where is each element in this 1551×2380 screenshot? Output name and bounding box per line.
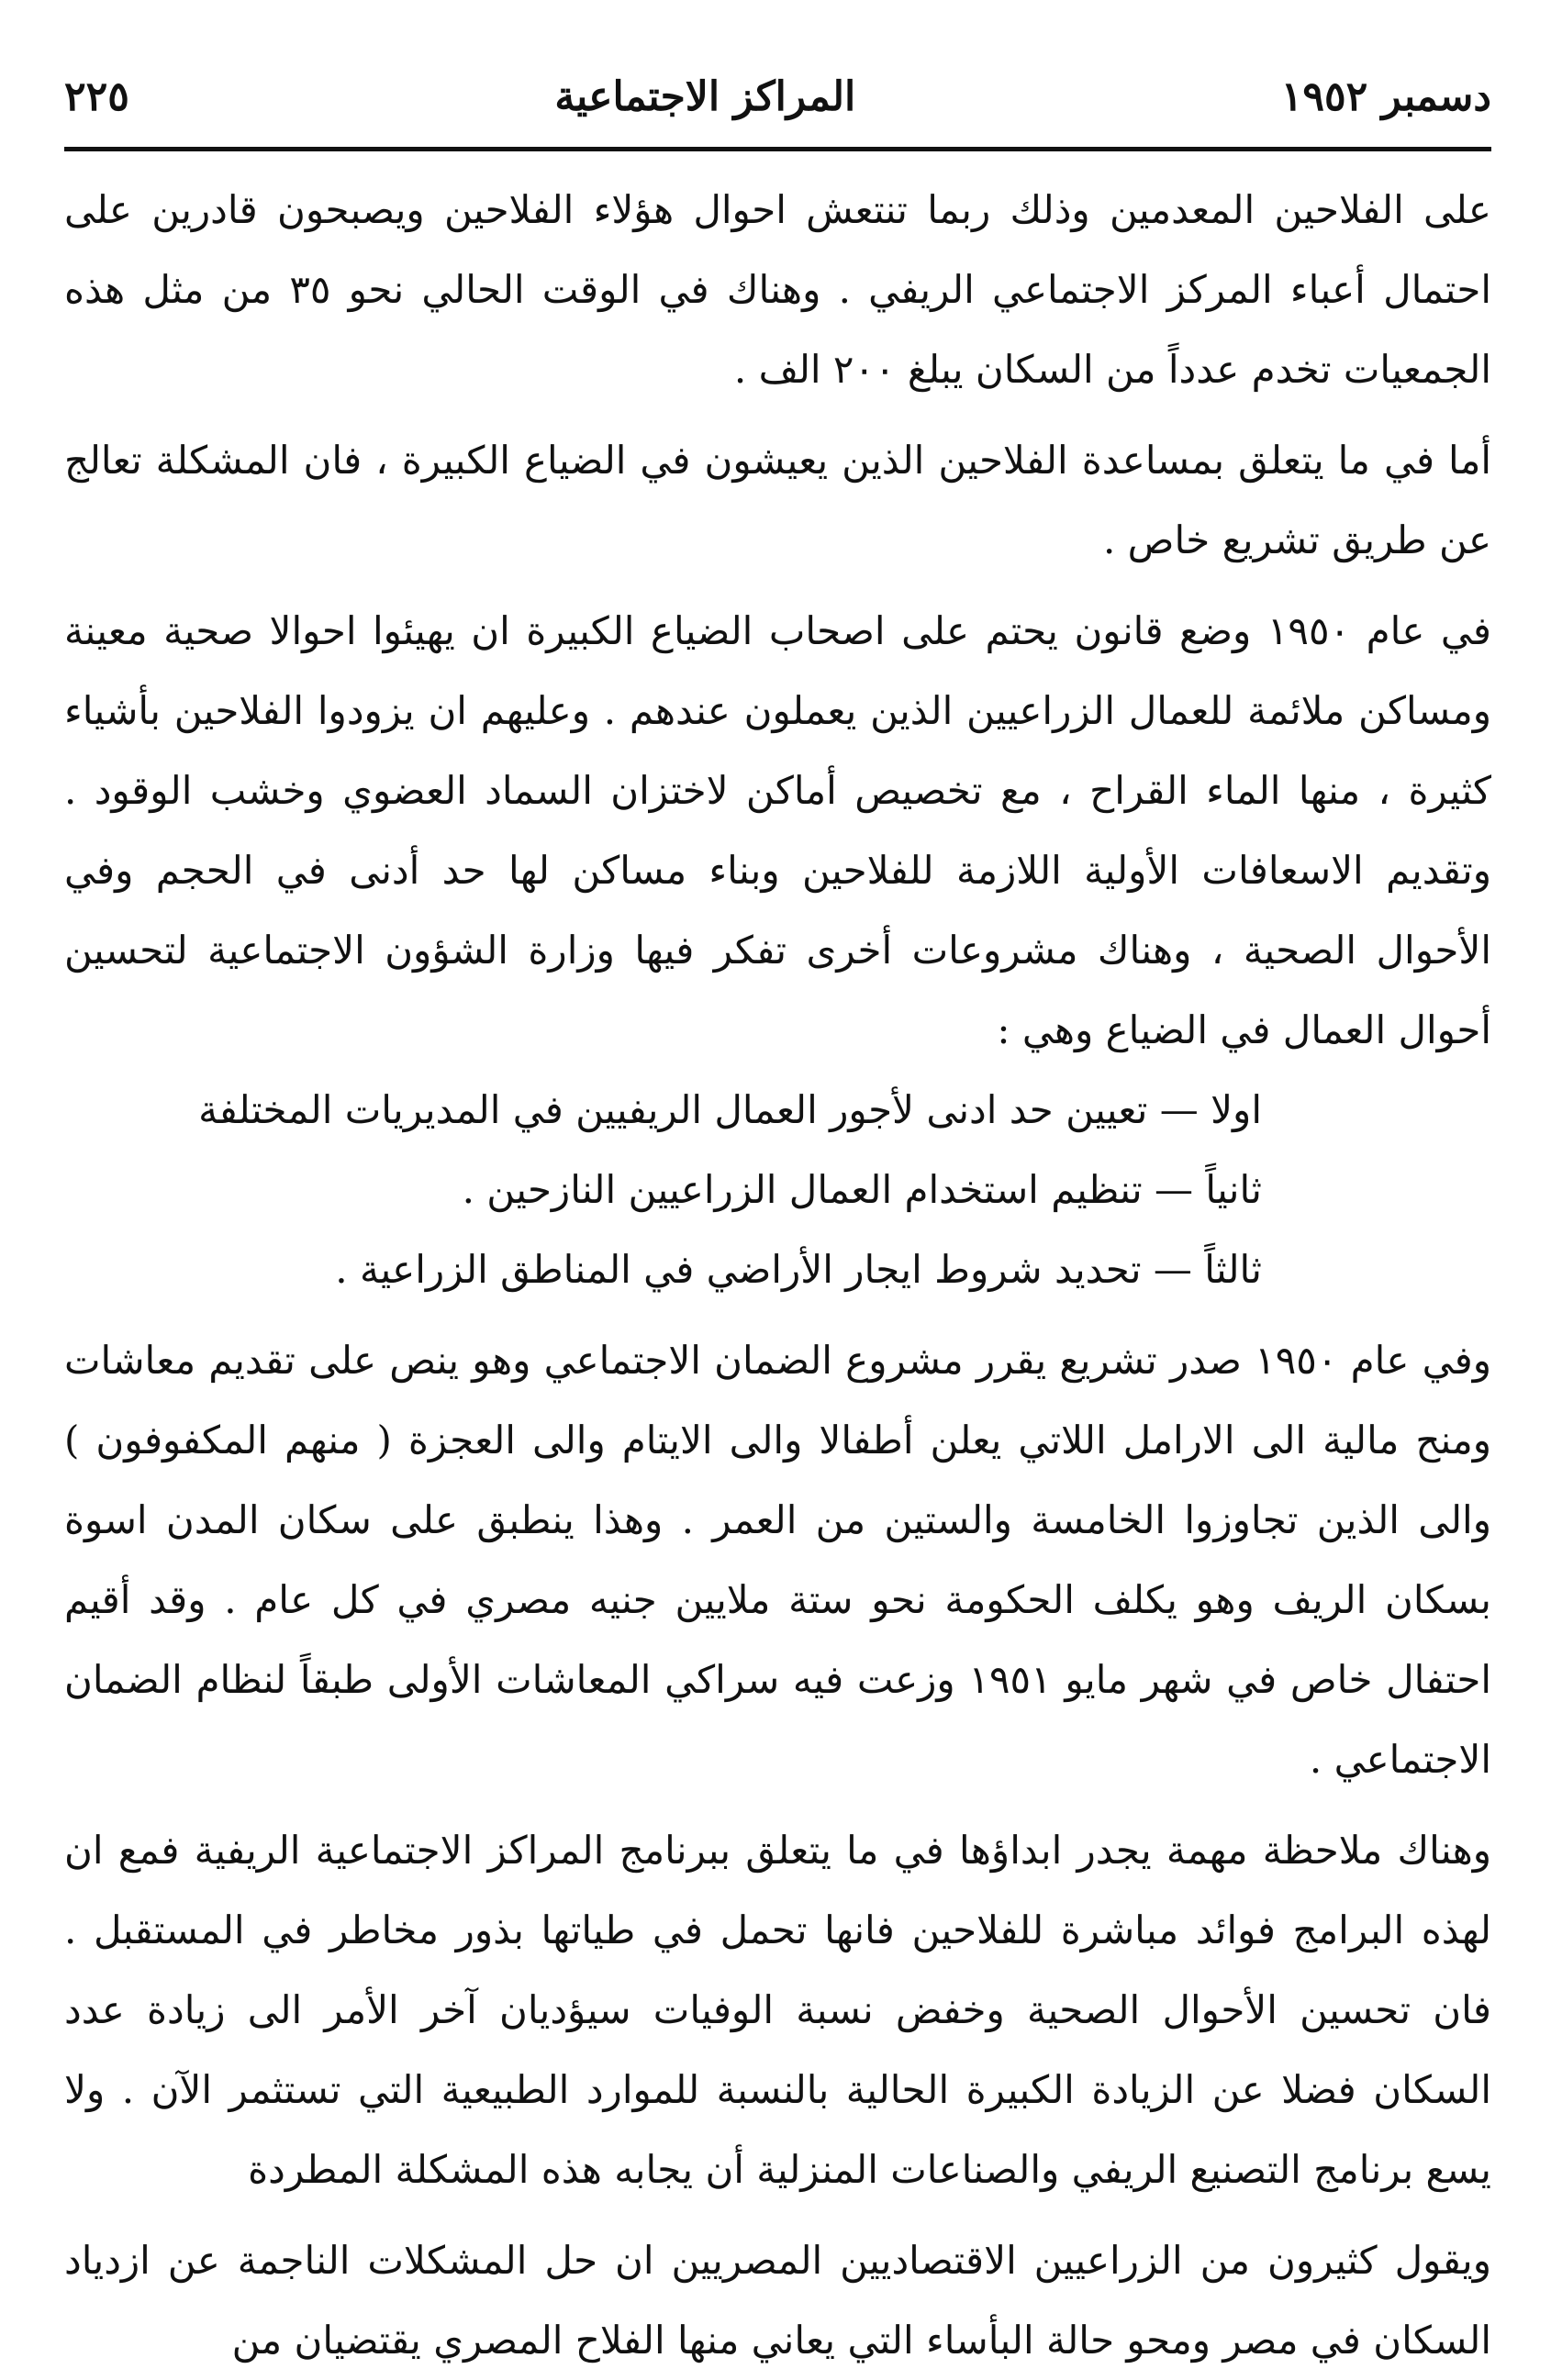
numbered-list — [64, 1070, 1491, 1309]
list-item-3: ثالثاً — تحديد شروط ايجار الأراضي في المناطق الزراعية . — [335, 1247, 1262, 1292]
body-text — [64, 170, 1491, 2363]
paragraph-3: في عام ١٩٥٠ وضع قانون يحتم على اصحاب الضياع الكبيرة ان يهيئوا احوالا صحية معينة ومساكن ملائمة للعمال الزراعيين الذين يعملون عندهم . وعليهم ان يزودوا الفلاحين بأشياء كثيرة ، منها الماء القراح ، مع تخصيص أماكن لاختزان السماد العضوي وخشب الوقود . وتقديم الاسعافات الأولية اللازمة للفلاحين وبناء مساكن لها حد أدنى في الحجم وفي الأحوال الصحية ، وهناك مشروعات أخرى تفكر فيها وزارة الشؤون الاجتماعية لتحسين أحوال العمال في الضياع وهي : — [64, 608, 1491, 1052]
paragraph-1: على الفلاحين المعدمين وذلك ربما تنتعش احوال هؤلاء الفلاحين ويصبحون قادرين على احتمال أعباء المركز الاجتماعي الريفي . وهناك في الوقت الحالي نحو ٣٥ من مثل هذه الجمعيات تخدم عدداً من السكان يبلغ ٢٠٠ الف . — [64, 187, 1491, 392]
header-rule — [64, 147, 1491, 151]
page-number: ٢٢٥ — [64, 72, 129, 120]
paragraph-2: أما في ما يتعلق بمساعدة الفلاحين الذين يعيشون في الضياع الكبيرة ، فان المشكلة تعالج عن طريق تشريع خاص . — [64, 438, 1491, 562]
paragraph-5: وهناك ملاحظة مهمة يجدر ابداؤها في ما يتعلق ببرنامج المراكز الاجتماعية الريفية فمع ان لهذه البرامج فوائد مباشرة للفلاحين فانها تحمل في طياتها بذور مخاطر في المستقبل . فان تحسين الأحوال الصحية وخفض نسبة الوفيات سيؤديان آخر الأمر الى زيادة عدد السكان فضلا عن الزيادة الكبيرة الحالية بالنسبة للموارد الطبيعية التي تستثمر الآن . ولا يسع برنامج التصنيع الريفي والصناعات المنزلية أن يجابه هذه المشكلة المطردة — [64, 1828, 1491, 2192]
paragraph-4: وفي عام ١٩٥٠ صدر تشريع يقرر مشروع الضمان الاجتماعي وهو ينص على تقديم معاشات ومنح مالية الى الارامل اللاتي يعلن أطفالا والى الايتام والى العجزة ( منهم المكفوفون ) والى الذين تجاوزوا الخامسة والستين من العمر . وهذا ينطبق على سكان المدن اسوة بسكان الريف وهو يكلف الحكومة نحو ستة ملايين جنيه مصري في كل عام . وقد أقيم احتفال خاص في شهر مايو ١٩٥١ وزعت فيه سراكي المعاشات الأولى طبقاً لنظام الضمان الاجتماعي . — [64, 1338, 1491, 1782]
list-item-2: ثانياً — تنظيم استخدام العمال الزراعيين النازحين . — [462, 1167, 1262, 1212]
paragraph-6: ويقول كثيرون من الزراعيين الاقتصاديين المصريين ان حل المشكلات الناجمة عن ازدياد السكان في مصر ومحو حالة البأساء التي يعاني منها الفلاح المصري يقتضيان من — [64, 2238, 1491, 2363]
header-date: دسمبر ١٩٥٢ — [1280, 72, 1491, 120]
list-item-1: اولا — تعيين حد ادنى لأجور العمال الريفيين في المديريات المختلفة — [198, 1087, 1262, 1132]
page-header — [64, 50, 1491, 142]
header-title: المراكز الاجتماعية — [554, 72, 856, 120]
